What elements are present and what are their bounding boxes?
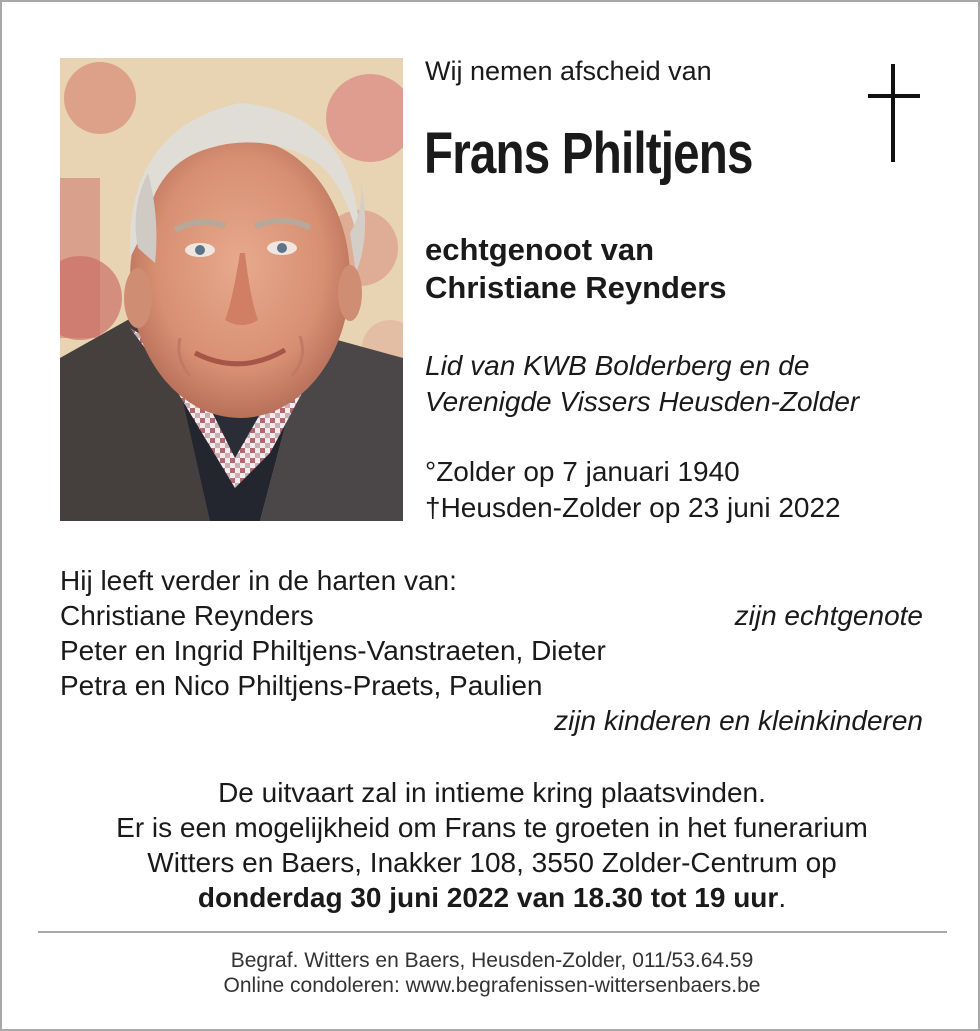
condolence-line: Online condoleren: www.begrafenissen-wittersenbaers.be	[223, 974, 761, 997]
funeral-info	[2, 775, 980, 915]
latin-cross-icon	[864, 64, 924, 162]
children-relation: zijn kinderen en kleinkinderen	[554, 705, 923, 736]
mourners-block	[60, 563, 923, 738]
mourner-row	[60, 598, 923, 633]
funeral-line: De uitvaart zal in intieme kring plaatsvinden.	[218, 777, 766, 808]
mourners-heading: Hij leeft verder in de harten van:	[60, 565, 457, 596]
divider	[38, 931, 947, 933]
mourner-name: Christiane Reynders	[60, 600, 314, 631]
birth-date: °Zolder op 7 januari 1940	[425, 456, 740, 487]
undertaker-line: Begraf. Witters en Baers, Heusden-Zolder, 011/53.64.59	[230, 949, 754, 972]
membership-line: Lid van KWB Bolderberg en de	[425, 350, 810, 381]
intro-text: Wij nemen afscheid van	[425, 56, 712, 86]
life-dates	[425, 454, 841, 526]
mourner-name: Peter en Ingrid Philtjens-Vanstraeten, Dieter	[60, 635, 606, 666]
mourner-row	[60, 668, 923, 703]
deceased-name: Frans Philtjens	[424, 121, 753, 186]
mourner-row	[60, 633, 923, 668]
mourner-name: Petra en Nico Philtjens-Praets, Paulien	[60, 670, 543, 701]
death-date: †Heusden-Zolder op 23 juni 2022	[425, 492, 841, 523]
footer	[2, 948, 980, 998]
portrait-photo	[60, 58, 403, 521]
funeral-line: Witters en Baers, Inakker 108, 3550 Zolder-Centrum op	[147, 847, 837, 878]
funeral-line: Er is een mogelijkheid om Frans te groeten in het funerarium	[116, 812, 868, 843]
funeral-date-bold: donderdag 30 juni 2022 van 18.30 tot 19 uur	[197, 882, 779, 913]
spouse-name: Christiane Reynders	[425, 270, 727, 305]
membership-line: Verenigde Vissers Heusden-Zolder	[425, 386, 860, 417]
funeral-period: .	[778, 882, 787, 913]
spouse-label: echtgenoot van	[425, 232, 655, 267]
mourner-relation: zijn echtgenote	[734, 600, 923, 631]
membership-block	[425, 348, 859, 420]
funeral-datetime	[2, 880, 980, 915]
spouse-block	[425, 231, 727, 307]
